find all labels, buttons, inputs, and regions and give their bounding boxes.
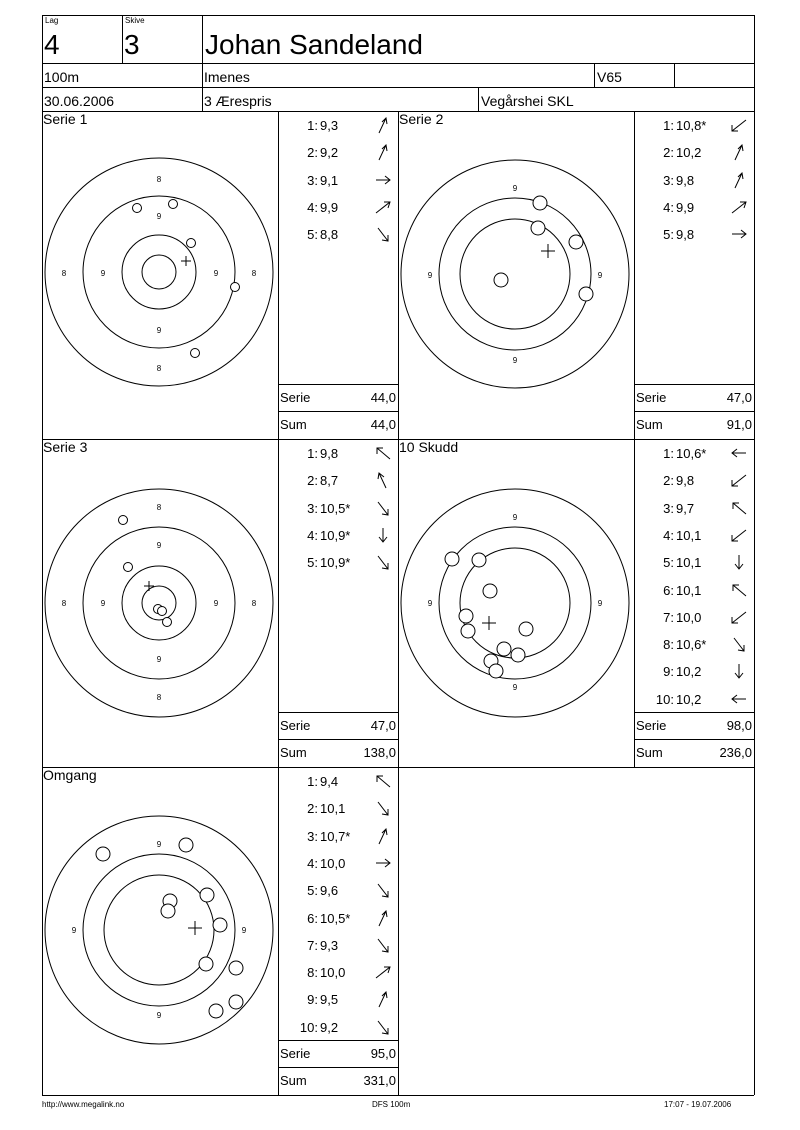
shot-direction-arrow-icon bbox=[729, 583, 749, 599]
ring-label-9: 9 bbox=[213, 269, 219, 278]
serie-value: 98,0 bbox=[726, 718, 752, 733]
shot-value: 9,5 bbox=[320, 992, 339, 1008]
shot-value: 10,2 bbox=[676, 691, 702, 707]
center-cross bbox=[188, 921, 202, 935]
shot-label: 1: bbox=[663, 118, 674, 133]
shot-direction-arrow-icon bbox=[729, 145, 749, 161]
shot-value: 10,1 bbox=[676, 582, 702, 598]
shot-value: 9,8 bbox=[676, 172, 695, 188]
center-cross bbox=[482, 616, 496, 630]
ring-label-9: 9 bbox=[427, 271, 433, 280]
serie-label: Serie bbox=[280, 390, 311, 405]
shot-hole bbox=[191, 349, 200, 358]
shot-label: 5: bbox=[663, 555, 674, 571]
shot-direction-arrow-icon bbox=[729, 473, 749, 489]
shot-label: 5: bbox=[307, 227, 318, 243]
panel-title: Omgang bbox=[43, 767, 97, 783]
shot-label: 4: bbox=[307, 855, 318, 871]
shot-direction-arrow-icon bbox=[729, 200, 749, 216]
shot-direction-arrow-icon bbox=[373, 501, 393, 517]
shot-label: 3: bbox=[663, 500, 674, 516]
shot-hole bbox=[472, 553, 486, 567]
ring-label-9: 9 bbox=[156, 840, 162, 849]
center-cross bbox=[541, 244, 555, 258]
ring-label-9: 9 bbox=[156, 655, 162, 664]
sum-label: Sum bbox=[280, 745, 307, 760]
ring-label-9: 9 bbox=[100, 599, 106, 608]
serie-value: 47,0 bbox=[370, 718, 396, 733]
sum-value: 44,0 bbox=[370, 417, 396, 432]
sum-value: 91,0 bbox=[726, 417, 752, 432]
ring-label-9: 9 bbox=[427, 599, 433, 608]
shot-value: 9,1 bbox=[320, 172, 339, 188]
lag-value: 4 bbox=[44, 29, 60, 60]
ring-label-9: 9 bbox=[156, 1011, 162, 1020]
shot-hole bbox=[483, 584, 497, 598]
ring-label-9: 9 bbox=[156, 541, 162, 550]
shot-hole bbox=[461, 624, 475, 638]
shot-hole bbox=[579, 287, 593, 301]
center-cross bbox=[181, 256, 191, 266]
panel-title: Serie 2 bbox=[399, 111, 444, 127]
ring-label-8: 8 bbox=[156, 503, 162, 512]
panel-10-skudd bbox=[398, 439, 754, 767]
class: V65 bbox=[597, 69, 622, 85]
sum-value: 331,0 bbox=[363, 1073, 396, 1088]
shot-direction-arrow-icon bbox=[373, 173, 393, 189]
skive-label: Skive bbox=[125, 16, 145, 25]
shot-hole bbox=[489, 664, 503, 678]
shot-direction-arrow-icon bbox=[729, 501, 749, 517]
serie-label: Serie bbox=[280, 1046, 311, 1061]
shot-label: 4: bbox=[307, 527, 318, 543]
shot-hole bbox=[161, 904, 175, 918]
footer-url[interactable]: http://www.megalink.no bbox=[42, 1100, 125, 1109]
shot-direction-arrow-icon bbox=[373, 911, 393, 927]
shot-direction-arrow-icon bbox=[373, 992, 393, 1008]
shot-value: 10,5* bbox=[320, 500, 351, 516]
ring-label-9: 9 bbox=[100, 269, 106, 278]
shot-hole bbox=[569, 235, 583, 249]
target-serie-2 bbox=[398, 111, 634, 439]
shot-label: 5: bbox=[663, 227, 674, 243]
shot-hole bbox=[199, 957, 213, 971]
shot-hole bbox=[169, 200, 178, 209]
shot-value: 8,8 bbox=[320, 227, 339, 243]
shot-label: 9: bbox=[663, 664, 674, 680]
shot-hole bbox=[158, 607, 167, 616]
shot-value: 9,8 bbox=[676, 473, 695, 489]
shot-hole bbox=[533, 196, 547, 210]
shot-label: 5: bbox=[307, 883, 318, 899]
shot-direction-arrow-icon bbox=[729, 664, 749, 680]
shot-value: 9,4 bbox=[320, 774, 339, 789]
panel-title: Serie 3 bbox=[43, 439, 88, 455]
shot-direction-arrow-icon bbox=[729, 610, 749, 626]
target-10-skudd bbox=[398, 439, 634, 767]
shot-value: 9,3 bbox=[320, 118, 339, 133]
shot-label: 1: bbox=[663, 446, 674, 461]
shot-value: 10,2 bbox=[676, 664, 702, 680]
shot-label: 7: bbox=[663, 609, 674, 625]
target-serie-3 bbox=[42, 439, 278, 767]
panel-serie-3 bbox=[42, 439, 398, 767]
shot-value: 10,6* bbox=[676, 637, 707, 653]
shot-hole bbox=[231, 283, 240, 292]
shot-value: 9,2 bbox=[320, 1019, 339, 1035]
shot-label: 6: bbox=[307, 910, 318, 926]
ring-label-8: 8 bbox=[251, 269, 257, 278]
date: 30.06.2006 bbox=[44, 93, 115, 109]
shot-label: 3: bbox=[307, 500, 318, 516]
sum-value: 236,0 bbox=[719, 745, 752, 760]
shot-direction-arrow-icon bbox=[373, 883, 393, 899]
shot-direction-arrow-icon bbox=[373, 801, 393, 817]
shot-direction-arrow-icon bbox=[729, 446, 749, 462]
shot-direction-arrow-icon bbox=[373, 938, 393, 954]
center-cross bbox=[144, 581, 154, 591]
shot-hole bbox=[124, 563, 133, 572]
shot-direction-arrow-icon bbox=[729, 555, 749, 571]
ring-label-9: 9 bbox=[597, 599, 603, 608]
shot-label: 2: bbox=[307, 473, 318, 489]
shot-label: 10: bbox=[299, 1019, 318, 1035]
serie-label: Serie bbox=[280, 718, 311, 733]
shot-direction-arrow-icon bbox=[373, 856, 393, 872]
shot-label: 2: bbox=[307, 145, 318, 161]
shot-value: 10,1 bbox=[676, 555, 702, 571]
serie-label: Serie bbox=[636, 390, 667, 405]
skive-value: 3 bbox=[124, 29, 140, 60]
shot-value: 10,7* bbox=[320, 828, 351, 844]
shot-value: 9,6 bbox=[320, 883, 339, 899]
shot-value: 9,8 bbox=[676, 227, 695, 243]
ring-label-9: 9 bbox=[156, 212, 162, 221]
shot-label: 2: bbox=[307, 801, 318, 817]
ring-label-9: 9 bbox=[213, 599, 219, 608]
shot-hole bbox=[229, 995, 243, 1009]
target-omgang bbox=[42, 767, 278, 1095]
shot-value: 10,1 bbox=[320, 801, 346, 817]
shot-direction-arrow-icon bbox=[373, 473, 393, 489]
shot-label: 4: bbox=[663, 199, 674, 215]
shot-value: 10,6* bbox=[676, 446, 707, 461]
shot-value: 9,2 bbox=[320, 145, 339, 161]
prize: 3 Ærespris bbox=[204, 93, 272, 109]
shot-direction-arrow-icon bbox=[373, 200, 393, 216]
shot-direction-arrow-icon bbox=[373, 965, 393, 981]
shot-value: 10,5* bbox=[320, 910, 351, 926]
shot-label: 10: bbox=[655, 691, 674, 707]
serie-value: 95,0 bbox=[370, 1046, 396, 1061]
shot-hole bbox=[133, 204, 142, 213]
ring-label-9: 9 bbox=[597, 271, 603, 280]
shot-label: 4: bbox=[663, 527, 674, 543]
shot-direction-arrow-icon bbox=[729, 118, 749, 134]
shot-direction-arrow-icon bbox=[729, 637, 749, 653]
panel-title: Serie 1 bbox=[43, 111, 88, 127]
shot-value: 9,7 bbox=[676, 500, 695, 516]
shot-direction-arrow-icon bbox=[373, 528, 393, 544]
shot-direction-arrow-icon bbox=[729, 528, 749, 544]
shot-value: 8,7 bbox=[320, 473, 339, 489]
shot-hole bbox=[494, 273, 508, 287]
ring-label-8: 8 bbox=[156, 175, 162, 184]
shot-direction-arrow-icon bbox=[373, 829, 393, 845]
shot-direction-arrow-icon bbox=[373, 227, 393, 243]
shot-value: 10,1 bbox=[676, 527, 702, 543]
shot-label: 2: bbox=[663, 145, 674, 161]
shot-direction-arrow-icon bbox=[373, 774, 393, 790]
lag-label: Lag bbox=[45, 16, 59, 25]
shot-hole bbox=[213, 918, 227, 932]
ring-label-9: 9 bbox=[512, 184, 518, 193]
club: Imenes bbox=[204, 69, 250, 85]
serie-value: 47,0 bbox=[726, 390, 752, 405]
footer-timestamp: 17:07 - 19.07.2006 bbox=[664, 1100, 732, 1109]
shot-label: 4: bbox=[307, 199, 318, 215]
ring-label-9: 9 bbox=[512, 356, 518, 365]
serie-label: Serie bbox=[636, 718, 667, 733]
shot-value: 10,2 bbox=[676, 145, 702, 161]
shot-hole bbox=[459, 609, 473, 623]
shot-value: 10,0 bbox=[320, 965, 346, 981]
shot-label: 2: bbox=[663, 473, 674, 489]
shot-hole bbox=[209, 1004, 223, 1018]
panel-serie-2 bbox=[398, 111, 754, 439]
shot-direction-arrow-icon bbox=[729, 227, 749, 243]
sum-label: Sum bbox=[280, 1073, 307, 1088]
ring-label-8: 8 bbox=[61, 269, 67, 278]
shot-hole bbox=[187, 239, 196, 248]
sum-label: Sum bbox=[636, 745, 663, 760]
shooter-name: Johan Sandeland bbox=[205, 29, 423, 60]
ring-label-9: 9 bbox=[71, 926, 77, 935]
shot-hole bbox=[497, 642, 511, 656]
sum-value: 138,0 bbox=[363, 745, 396, 760]
shot-direction-arrow-icon bbox=[373, 145, 393, 161]
shot-hole bbox=[519, 622, 533, 636]
shot-label: 8: bbox=[663, 637, 674, 653]
shot-direction-arrow-icon bbox=[729, 692, 749, 708]
shot-direction-arrow-icon bbox=[729, 173, 749, 189]
target-serie-1 bbox=[42, 111, 278, 439]
shot-hole bbox=[119, 516, 128, 525]
distance: 100m bbox=[44, 69, 80, 85]
shot-value: 10,0 bbox=[676, 609, 702, 625]
shot-direction-arrow-icon bbox=[373, 446, 393, 462]
shot-hole bbox=[163, 618, 172, 627]
shot-direction-arrow-icon bbox=[373, 118, 393, 134]
shot-value: 10,8* bbox=[676, 118, 707, 133]
shot-label: 7: bbox=[307, 937, 318, 953]
ring-label-8: 8 bbox=[156, 693, 162, 702]
shot-hole bbox=[179, 838, 193, 852]
shot-value: 10,9* bbox=[320, 527, 351, 543]
shot-label: 3: bbox=[663, 172, 674, 188]
panel-omgang bbox=[42, 767, 398, 1095]
shot-label: 1: bbox=[307, 774, 318, 789]
shot-hole bbox=[511, 648, 525, 662]
shot-label: 3: bbox=[307, 828, 318, 844]
shot-hole bbox=[229, 961, 243, 975]
serie-value: 44,0 bbox=[370, 390, 396, 405]
ring-label-9: 9 bbox=[512, 683, 518, 692]
header bbox=[0, 0, 800, 112]
shot-value: 9,9 bbox=[676, 199, 695, 215]
shot-label: 5: bbox=[307, 555, 318, 571]
ring-label-8: 8 bbox=[156, 364, 162, 373]
shot-label: 1: bbox=[307, 118, 318, 133]
shot-label: 3: bbox=[307, 172, 318, 188]
sum-label: Sum bbox=[280, 417, 307, 432]
shot-label: 1: bbox=[307, 446, 318, 461]
shot-value: 10,9* bbox=[320, 555, 351, 571]
shot-value: 9,3 bbox=[320, 937, 339, 953]
shot-value: 9,8 bbox=[320, 446, 339, 461]
shot-label: 9: bbox=[307, 992, 318, 1008]
shot-label: 8: bbox=[307, 965, 318, 981]
ring-label-9: 9 bbox=[156, 326, 162, 335]
ring-label-8: 8 bbox=[251, 599, 257, 608]
shot-hole bbox=[200, 888, 214, 902]
shot-hole bbox=[96, 847, 110, 861]
event-club: Vegårshei SKL bbox=[481, 93, 574, 109]
shot-direction-arrow-icon bbox=[373, 555, 393, 571]
ring-label-8: 8 bbox=[61, 599, 67, 608]
shot-label: 6: bbox=[663, 582, 674, 598]
shot-value: 10,0 bbox=[320, 855, 346, 871]
panel-title: 10 Skudd bbox=[399, 439, 459, 455]
shot-direction-arrow-icon bbox=[373, 1020, 393, 1036]
shot-hole bbox=[445, 552, 459, 566]
shot-value: 9,9 bbox=[320, 199, 339, 215]
ring-label-9: 9 bbox=[241, 926, 247, 935]
panel-serie-1 bbox=[42, 111, 398, 439]
sum-label: Sum bbox=[636, 417, 663, 432]
shot-hole bbox=[531, 221, 545, 235]
footer-program: DFS 100m bbox=[372, 1100, 411, 1109]
ring-label-9: 9 bbox=[512, 513, 518, 522]
